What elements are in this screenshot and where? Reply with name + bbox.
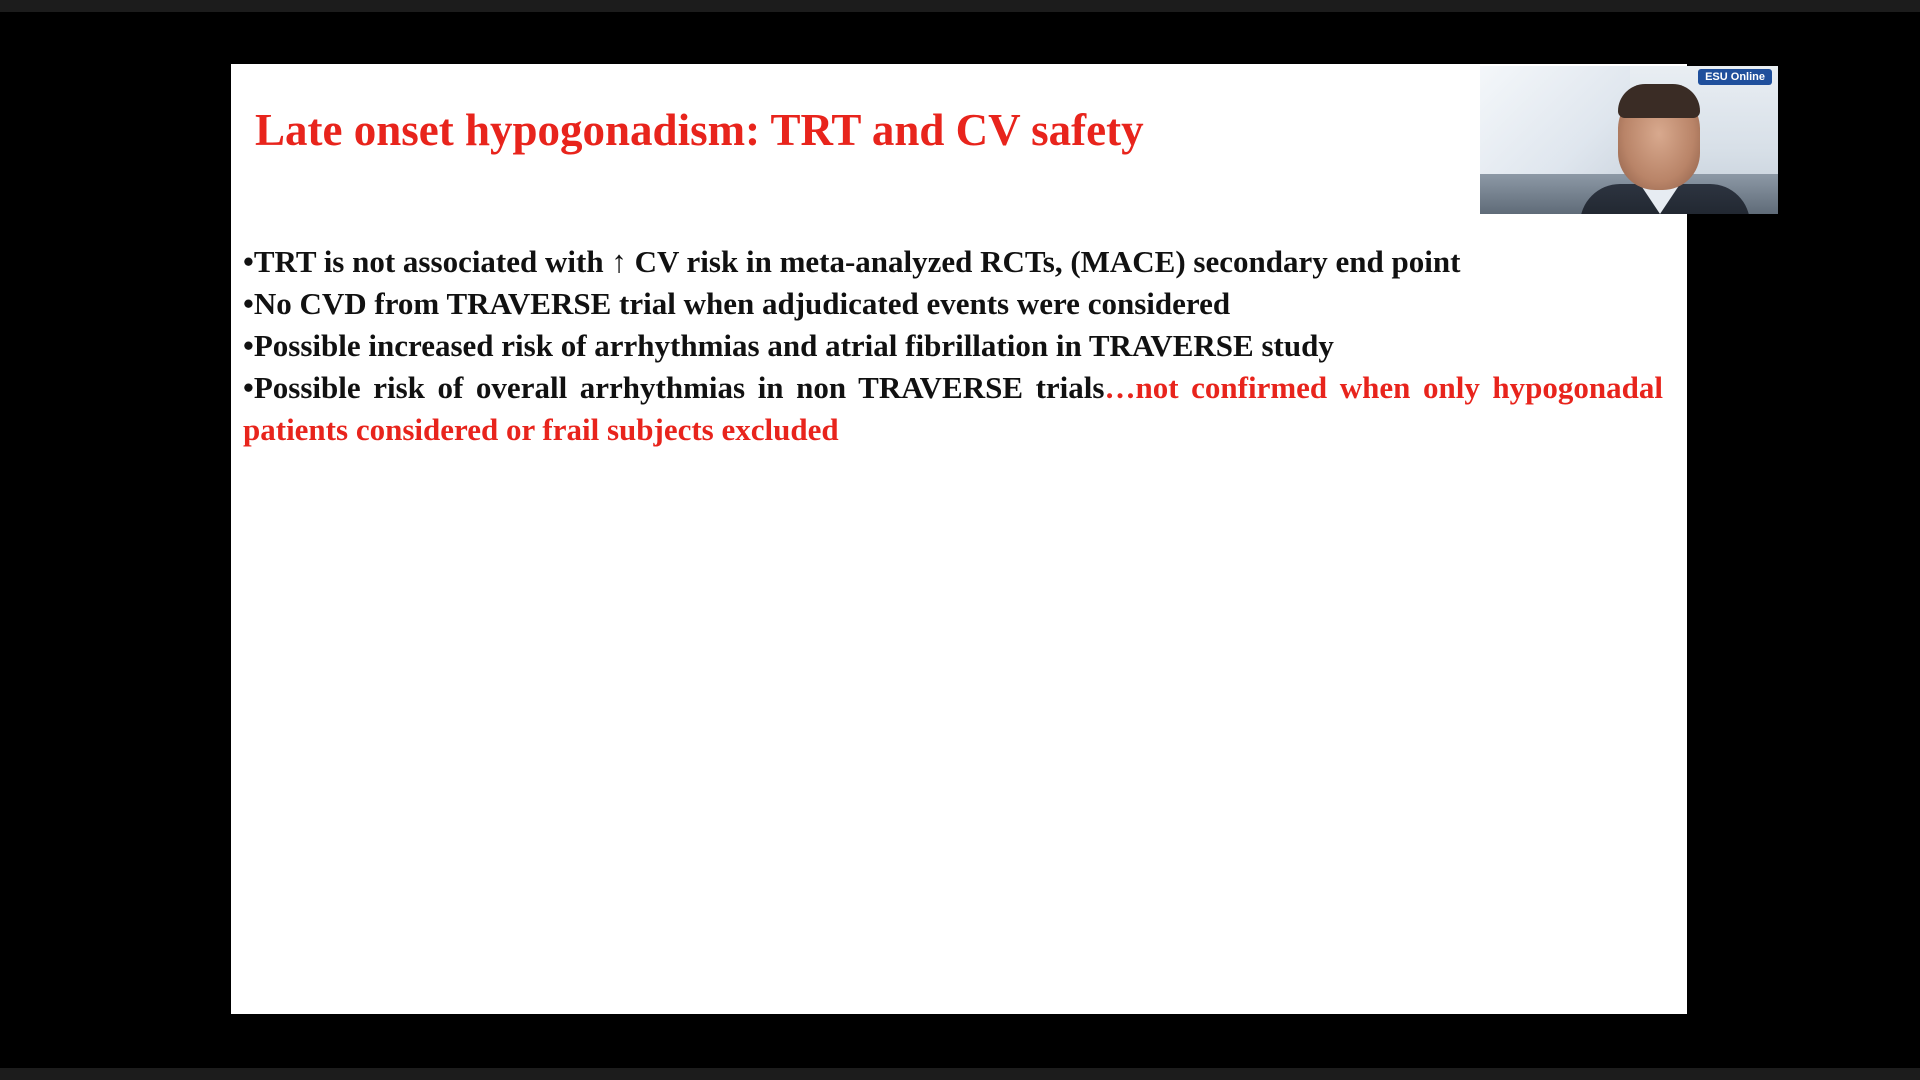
- esu-online-badge: ESU Online: [1698, 69, 1772, 85]
- bullet-item: •No CVD from TRAVERSE trial when adjudicated events were considered: [243, 286, 1231, 321]
- speaker-webcam[interactable]: [1480, 66, 1778, 214]
- slide-title: Late onset hypogonadism: TRT and CV safety: [255, 105, 1144, 155]
- bullet-item: [243, 367, 1663, 451]
- speaker-hair: [1618, 84, 1700, 118]
- top-bar: [0, 0, 1920, 12]
- bullet-highlight: …not confirmed when only hypogonadal patients considered or frail subjects excluded: [243, 370, 1663, 447]
- bullet-item: •TRT is not associated with ↑ CV risk in meta-analyzed RCTs, (MACE) secondary end point: [243, 244, 1461, 279]
- bottom-bar: [0, 1068, 1920, 1080]
- bullet-item: •Possible increased risk of arrhythmias and atrial fibrillation in TRAVERSE study: [243, 328, 1334, 363]
- presentation-slide: [231, 64, 1687, 1014]
- bullet-list: [243, 241, 1663, 451]
- bullet-text: •Possible risk of overall arrhythmias in non TRAVERSE trials: [243, 370, 1105, 405]
